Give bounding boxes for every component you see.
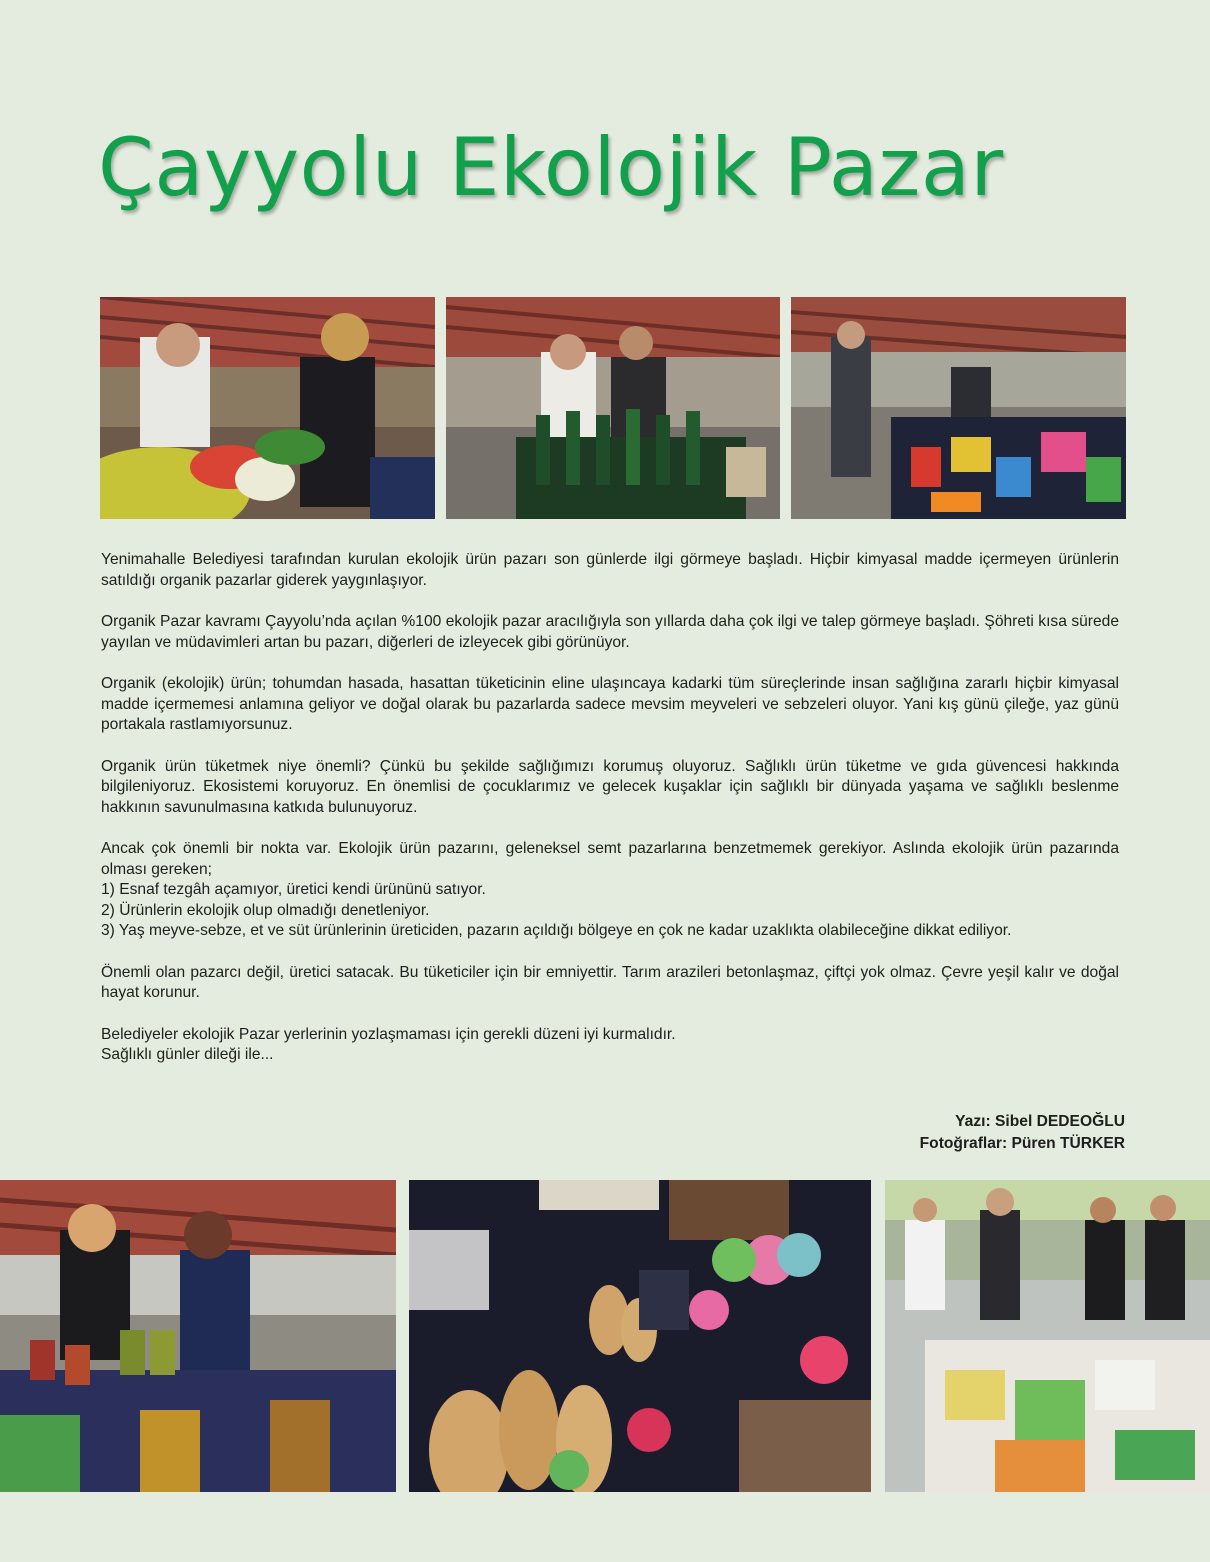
paragraph: Organik Pazar kavramı Çayyolu’nda açılan %100 ekolojik pazar aracılığıyla son yıllarda daha çok ilgi ve talep görmeye başladı. Şöhreti kısa sürede yayılan ve müdavimleri artan bu pazarı, diğerleri de izleyecek gibi görünüyor.	[101, 613, 1119, 651]
photo-olive-oil-stall	[446, 297, 780, 519]
closing-line: Sağlıklı günler dileği ile...	[101, 1046, 274, 1063]
list-item: 1) Esnaf tezgâh açamıyor, üretici kendi ürününü satıyor.	[101, 881, 486, 898]
closing-line: Belediyeler ekolojik Pazar yerlerinin yozlaşmaması için gerekli düzeni iyi kurmalıdır.	[101, 1025, 676, 1043]
page-title: Çayyolu Ekolojik Pazar	[98, 121, 1004, 214]
list-item: 3) Yaş meyve-sebze, et ve süt ürünlerinin üreticiden, pazarın açıldığı bölgeye en çok ne kadar uzaklıkta olabileceğine dikkat ediliyor.	[101, 922, 1012, 939]
article-body	[101, 550, 1119, 1066]
list-intro: Ancak çok önemli bir nokta var. Ekolojik ürün pazarını, geleneksel semt pazarlarına benzetmemek gerekiyor. Aslında ekolojik ürün pazarında olması gereken;	[101, 840, 1119, 878]
photographer-name: Püren TÜRKER	[1011, 1135, 1125, 1152]
paragraph: Organik (ekolojik) ürün; tohumdan hasada, hasattan tüketicinin eline ulaşıncaya kadarki tüm süreçlerinde insan sağlığına zararlı hiçbir kimyasal madde içermemesi anlamına geliyor ve doğal olarak bu pazarlarda sadece mevsim meyveleri ve sebzeleri oluyor. Yani kış günü çileğe, yaz günü portakala rastlamıyorsunuz.	[101, 675, 1119, 733]
list-item: 2) Ürünlerin ekolojik olup olmadığı denetleniyor.	[101, 901, 430, 919]
photo-crafts-stall	[409, 1180, 871, 1492]
author-name: Sibel DEDEOĞLU	[995, 1113, 1125, 1130]
author-credit	[920, 1111, 1125, 1133]
photo-packaged-goods-stall	[885, 1180, 1210, 1492]
paragraph: Önemli olan pazarcı değil, üretici satacak. Bu tüketiciler için bir emniyettir. Tarım arazileri betonlaşmaz, çiftçi yok olmaz. Çevre yeşil kalır ve doğal hayat korunur.	[101, 963, 1119, 1001]
criteria-list	[101, 880, 1119, 942]
author-label: Yazı:	[955, 1113, 991, 1130]
photographer-credit	[920, 1133, 1125, 1155]
paragraph: Yenimahalle Belediyesi tarafından kurulan ekolojik ürün pazarı son günlerde ilgi görmeye başladı. Hiçbir kimyasal madde içermeyen ürünlerin satıldığı organik pazarlar giderek yaygınlaşıyor.	[101, 551, 1119, 589]
paragraph: Organik ürün tüketmek niye önemli? Çünkü bu şekilde sağlığımızı korumuş oluyoruz. Sağlıklı ürün tüketme ve gıda güvencesi hakkında bilgileniyoruz. Ekosistemi koruyoruz. En önemlisi de çocuklarımız ve gelecek kuşaklar için sağlıklı bir dünyada yaşama ve sağlıklı beslenme hakkının savunulmasına katkıda bulunuyoruz.	[101, 757, 1119, 816]
photo-toy-stall	[791, 297, 1126, 519]
photographer-label: Fotoğraflar:	[919, 1135, 1008, 1152]
photo-jars-stall	[0, 1180, 396, 1492]
photo-produce-stall	[100, 297, 435, 519]
credits	[920, 1111, 1125, 1155]
